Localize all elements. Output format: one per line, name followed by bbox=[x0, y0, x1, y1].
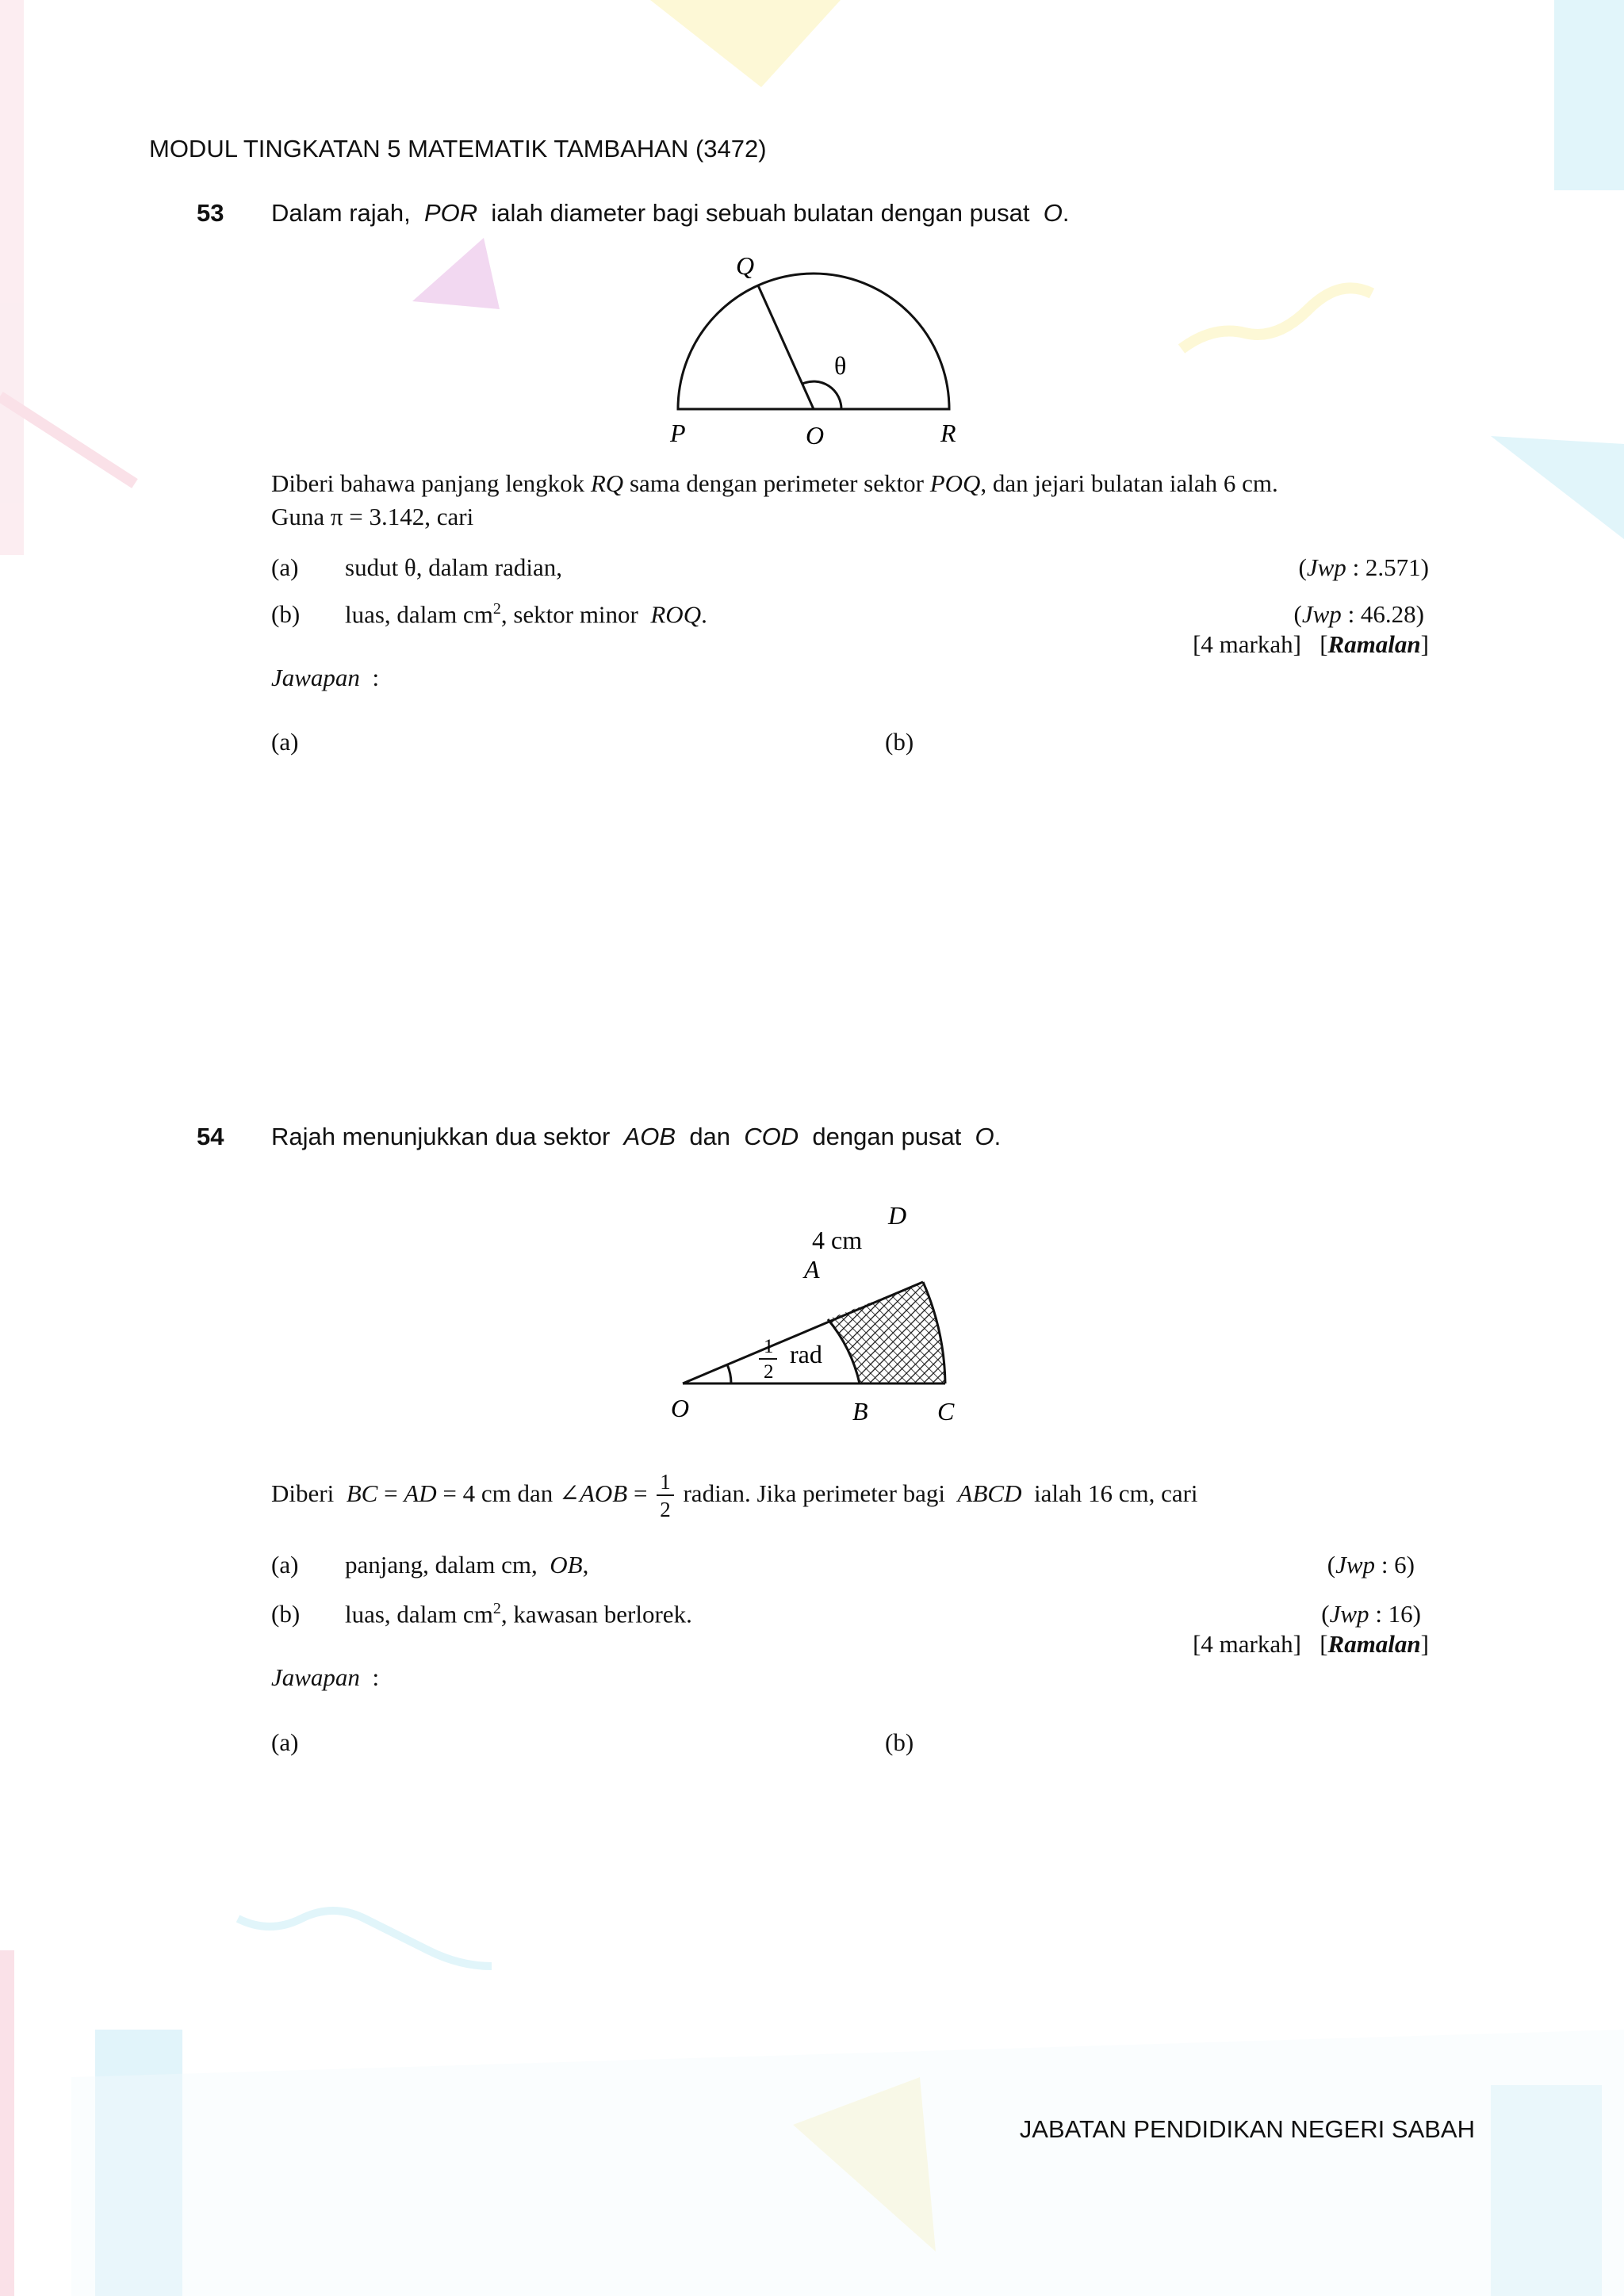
q53-jawapan-label: Jawapan bbox=[271, 664, 360, 691]
q53-jawapan-colon: : bbox=[372, 664, 380, 691]
q54-stem bbox=[271, 1123, 1001, 1151]
q54-given-fraction bbox=[657, 1471, 674, 1521]
q53-stem-var2: O bbox=[1043, 199, 1063, 227]
page-footer: JABATAN PENDIDIKAN NEGERI SABAH bbox=[1019, 2115, 1475, 2143]
q53-given-1d: POQ bbox=[929, 469, 981, 497]
q53-given-1a: Diberi bahawa panjang lengkok bbox=[271, 469, 585, 497]
q54-jawapan-colon: : bbox=[372, 1663, 380, 1691]
q53-a-jwp-value: : 2.571) bbox=[1352, 553, 1429, 581]
q54-ramalan: Ramalan bbox=[1327, 1630, 1421, 1658]
q53-label-O: O bbox=[806, 421, 825, 450]
question-number-53: 53 bbox=[197, 199, 224, 227]
q54-part-a-answer: (Jwp : 6) bbox=[1327, 1551, 1415, 1578]
q54-label-O: O bbox=[671, 1394, 690, 1422]
q54-half-den: 2 bbox=[764, 1361, 774, 1383]
q54-label-C: C bbox=[937, 1397, 955, 1425]
q53-stem-mid: ialah diameter bagi sebuah bulatan dengan pusat bbox=[491, 199, 1030, 227]
q53-stem-var1: POR bbox=[423, 199, 478, 227]
q54-label-rad: rad bbox=[790, 1340, 822, 1368]
q54-part-b-label: (b) bbox=[271, 1600, 301, 1628]
q53-a-jwp-label: Jwp bbox=[1306, 553, 1346, 581]
q53-marks: [4 markah] [Ramalan] bbox=[1193, 630, 1429, 658]
q53-ramalan: Ramalan bbox=[1327, 630, 1421, 658]
q54-given-aob: AOB bbox=[579, 1479, 628, 1508]
q54-label-4cm: 4 cm bbox=[812, 1226, 863, 1254]
q53-given-1b: RQ bbox=[590, 469, 624, 497]
q54-part-a-text bbox=[345, 1551, 588, 1579]
q54-given-abcd: ABCD bbox=[957, 1479, 1022, 1508]
q54-label-A: A bbox=[804, 1255, 820, 1284]
q53-given-line-1 bbox=[271, 469, 1278, 498]
q54-answer-a: (a) bbox=[271, 1728, 299, 1756]
q53-answer-b: (b) bbox=[885, 728, 914, 756]
q54-b-jwp-label: Jwp bbox=[1329, 1600, 1369, 1628]
q54-stem-mid: dan bbox=[689, 1123, 731, 1150]
q54-given-3: ialah 16 cm, cari bbox=[1033, 1479, 1198, 1508]
q53-stem-end: . bbox=[1062, 199, 1070, 227]
q54-part-b-text bbox=[345, 1600, 692, 1628]
q54-stem-end: . bbox=[994, 1123, 1002, 1150]
q54-jawapan bbox=[271, 1663, 379, 1692]
q53-given-line-2: Guna π = 3.142, cari bbox=[271, 503, 474, 530]
page-header: MODUL TINGKATAN 5 MATEMATIK TAMBAHAN (3472) bbox=[149, 135, 767, 163]
q53-part-a-text: sudut θ, dalam radian, bbox=[345, 553, 562, 581]
q54-b-text-2: , kawasan berlorek. bbox=[500, 1600, 692, 1628]
q54-given-eq1: = bbox=[384, 1479, 398, 1508]
q54-marks: [4 markah] [Ramalan] bbox=[1193, 1630, 1429, 1658]
q54-a-var: OB bbox=[550, 1551, 583, 1578]
q54-marks-text: [4 markah] bbox=[1193, 1630, 1301, 1658]
q54-sector-diagram bbox=[650, 1189, 983, 1435]
q53-given-1c: sama dengan perimeter sektor bbox=[629, 469, 924, 497]
q54-stem-var3: O bbox=[975, 1123, 994, 1150]
q53-label-Q: Q bbox=[736, 251, 755, 280]
q54-stem-var1: AOB bbox=[623, 1123, 676, 1150]
q54-stem-pre: Rajah menunjukkan dua sektor bbox=[271, 1123, 611, 1150]
q54-half-num: 1 bbox=[764, 1336, 774, 1357]
q53-stem-pre: Dalam rajah, bbox=[271, 199, 411, 227]
q54-b-sup: 2 bbox=[492, 1600, 501, 1617]
q53-b-text-2: , sektor minor bbox=[500, 600, 638, 629]
q53-part-a-answer: (Jwp : 2.571) bbox=[1298, 553, 1429, 581]
q54-a-text-2: , bbox=[582, 1551, 589, 1578]
q54-a-jwp-value: : 6) bbox=[1381, 1551, 1415, 1578]
q53-part-a-label: (a) bbox=[271, 553, 299, 581]
q54-a-text-1: panjang, dalam cm, bbox=[345, 1551, 538, 1578]
q53-label-theta: θ bbox=[834, 351, 847, 380]
q53-part-b-answer: (Jwp : 46.28) bbox=[1293, 600, 1424, 628]
q53-stem bbox=[271, 199, 1069, 228]
q54-stem-var2: COD bbox=[744, 1123, 799, 1150]
q54-part-a-label: (a) bbox=[271, 1551, 299, 1578]
q53-b-var: ROQ bbox=[650, 600, 702, 629]
q54-given-eq2: = 4 cm dan ∠ bbox=[442, 1479, 580, 1508]
q54-a-jwp-label: Jwp bbox=[1335, 1551, 1376, 1578]
q53-b-text-1: luas, dalam cm bbox=[345, 600, 493, 629]
q54-jawapan-label: Jawapan bbox=[271, 1663, 360, 1691]
q53-label-R: R bbox=[940, 419, 956, 447]
q54-given-bc: BC bbox=[346, 1479, 378, 1508]
q53-b-jwp-label: Jwp bbox=[1301, 600, 1342, 628]
q53-b-sup: 2 bbox=[492, 600, 501, 618]
q53-part-b-label: (b) bbox=[271, 600, 301, 628]
q54-answer-b: (b) bbox=[885, 1728, 914, 1756]
q54-part-b-answer: (Jwp : 16) bbox=[1321, 1600, 1421, 1628]
q54-given-1: Diberi bbox=[271, 1479, 335, 1508]
q54-label-D: D bbox=[888, 1201, 907, 1230]
q53-answer-a: (a) bbox=[271, 728, 299, 756]
q53-b-jwp-value: : 46.28) bbox=[1347, 600, 1424, 628]
q54-stem-mid2: dengan pusat bbox=[812, 1123, 962, 1150]
q53-given-1e: , dan jejari bulatan ialah 6 cm. bbox=[980, 469, 1278, 497]
q53-semicircle-diagram bbox=[650, 246, 967, 460]
q54-given-ad: AD bbox=[404, 1479, 437, 1508]
q53-jawapan bbox=[271, 664, 379, 692]
q54-given-eq3: = bbox=[634, 1479, 648, 1508]
q54-given bbox=[271, 1471, 1198, 1521]
q54-frac-num: 1 bbox=[657, 1471, 674, 1496]
q53-marks-text: [4 markah] bbox=[1193, 630, 1301, 658]
q54-b-jwp-value: : 16) bbox=[1375, 1600, 1421, 1628]
q54-frac-den: 2 bbox=[660, 1498, 671, 1521]
q53-b-text-3: . bbox=[701, 600, 707, 629]
q53-label-P: P bbox=[670, 419, 686, 447]
q54-label-B: B bbox=[852, 1397, 868, 1425]
q54-b-text-1: luas, dalam cm bbox=[345, 1600, 493, 1628]
q53-part-b-text bbox=[345, 600, 707, 629]
question-number-54: 54 bbox=[197, 1123, 224, 1150]
q54-given-2: radian. Jika perimeter bagi bbox=[683, 1479, 946, 1508]
